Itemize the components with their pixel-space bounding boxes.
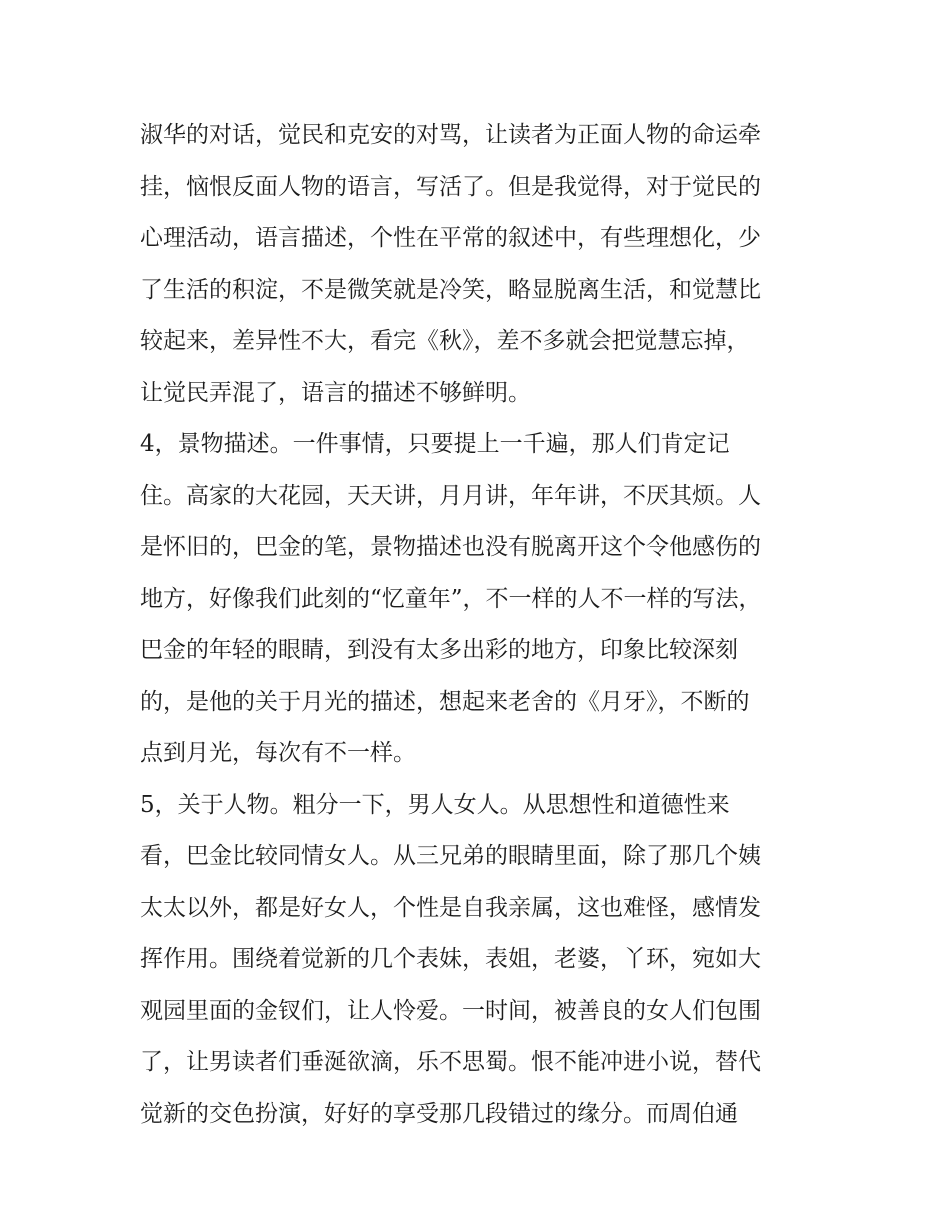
text-line: 心理活动，语言描述，个性在平常的叙述中，有些理想化，少 <box>140 225 761 251</box>
text-line: 看，巴金比较同情女人。从三兄弟的眼睛里面，除了那几个姨 <box>140 843 761 869</box>
text-line: 住。高家的大花园，天天讲，月月讲，年年讲，不厌其烦。人 <box>140 482 761 509</box>
text-line: 太太以外，都是好女人，个性是自我亲属，这也难怪，感情发 <box>140 894 761 921</box>
text-line: 挥作用。围绕着觉新的几个表妹，表姐，老婆，丫环，宛如大 <box>140 946 761 972</box>
text-line: 是怀旧的，巴金的笔，景物描述也没有脱离开这个令他感伤的 <box>140 534 761 560</box>
text-line: 的，是他的关于月光的描述，想起来老舍的《月牙》，不断的 <box>140 688 750 715</box>
text-line: 较起来，差异性不大，看完《秋》，差不多就会把觉慧忘掉， <box>140 328 750 354</box>
text-line: 4，景物描述。一件事情，只要提上一千遍，那人们肯定记 <box>140 431 730 457</box>
text-line: 淑华的对话，觉民和克安的对骂，让读者为正面人物的命运牵 <box>140 122 761 148</box>
text-line: 挂，恼恨反面人物的语言，写活了。但是我觉得，对于觉民的 <box>140 173 761 200</box>
text-line: 观园里面的金钗们，让人怜爱。一时间，被善良的女人们包围 <box>140 997 761 1024</box>
body-text <box>140 110 830 1140</box>
text-line: 点到月光，每次有不一样。 <box>140 740 416 766</box>
text-line: 了生活的积淀，不是微笑就是冷笑，略显脱离生活，和觉慧比 <box>140 276 761 303</box>
text-line: 觉新的交色扮演，好好的享受那几段错过的缘分。而周伯通 <box>140 1100 738 1127</box>
text-line: 了，让男读者们垂涎欲滴，乐不思蜀。恨不能冲进小说，替代 <box>140 1049 761 1075</box>
text-line: 5，关于人物。粗分一下，男人女人。从思想性和道德性来 <box>140 791 730 818</box>
text-line: 地方，好像我们此刻的“忆童年”，不一样的人不一样的写法， <box>140 585 762 612</box>
text-line: 巴金的年轻的眼睛，到没有太多出彩的地方，印象比较深刻 <box>140 637 738 663</box>
text-line: 让觉民弄混了，语言的描述不够鲜明。 <box>140 379 531 406</box>
